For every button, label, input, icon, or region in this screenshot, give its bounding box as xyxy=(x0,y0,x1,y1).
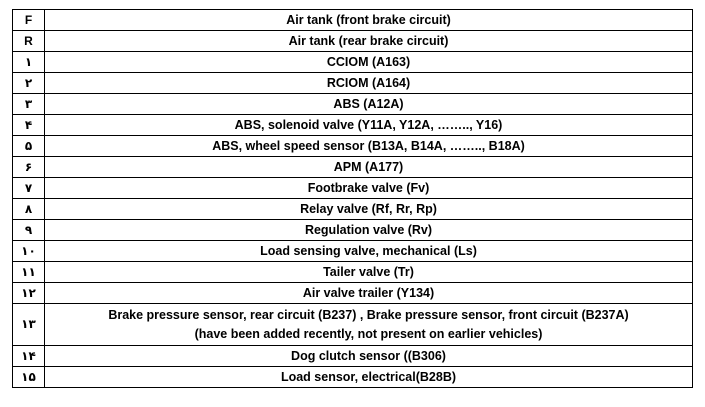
row-key: ۱ xyxy=(13,52,45,73)
row-description: Air tank (front brake circuit) xyxy=(45,10,693,31)
row-description: Load sensor, electrical(B28B) xyxy=(45,367,693,388)
row-key: ۱۳ xyxy=(13,304,45,346)
row-description: APM (A177) xyxy=(45,157,693,178)
row-key: ۱۱ xyxy=(13,262,45,283)
row-key: ۶ xyxy=(13,157,45,178)
table-row xyxy=(13,346,693,367)
row-description: Air valve trailer (Y134) xyxy=(45,283,693,304)
row-key: ۱۰ xyxy=(13,241,45,262)
row-description-cell xyxy=(45,304,693,346)
table-row xyxy=(13,220,693,241)
table-row xyxy=(13,157,693,178)
table-row xyxy=(13,262,693,283)
row-description: CCIOM (A163) xyxy=(45,52,693,73)
table-row xyxy=(13,115,693,136)
row-description: Regulation valve (Rv) xyxy=(45,220,693,241)
row-key: ۵ xyxy=(13,136,45,157)
row-description: RCIOM (A164) xyxy=(45,73,693,94)
component-legend-table xyxy=(12,9,693,388)
row-description: Load sensing valve, mechanical (Ls) xyxy=(45,241,693,262)
row-description: ABS (A12A) xyxy=(45,94,693,115)
row-key: ۱۵ xyxy=(13,367,45,388)
table-row xyxy=(13,73,693,94)
row-key: ۲ xyxy=(13,73,45,94)
row-key: ۸ xyxy=(13,199,45,220)
table-row xyxy=(13,304,693,346)
row-key: ۴ xyxy=(13,115,45,136)
component-legend-body xyxy=(13,10,693,388)
row-description: Footbrake valve (Fv) xyxy=(45,178,693,199)
row-description: Air tank (rear brake circuit) xyxy=(45,31,693,52)
table-row xyxy=(13,241,693,262)
row-key: ۱۴ xyxy=(13,346,45,367)
table-row xyxy=(13,136,693,157)
table-row xyxy=(13,31,693,52)
row-key: F xyxy=(13,10,45,31)
row-key: ۷ xyxy=(13,178,45,199)
row-key: R xyxy=(13,31,45,52)
row-description: Tailer valve (Tr) xyxy=(45,262,693,283)
row-description: Relay valve (Rf, Rr, Rp) xyxy=(45,199,693,220)
row-description: Brake pressure sensor, rear circuit (B237) , Brake pressure sensor, front circuit (B237A) xyxy=(108,307,629,322)
row-key: ۳ xyxy=(13,94,45,115)
row-description: ABS, solenoid valve (Y11A, Y12A, …….., Y16) xyxy=(45,115,693,136)
table-row xyxy=(13,178,693,199)
row-description: Dog clutch sensor ((B306) xyxy=(45,346,693,367)
table-row xyxy=(13,94,693,115)
row-description: ABS, wheel speed sensor (B13A, B14A, …….., B18A) xyxy=(45,136,693,157)
row-key: ۱۲ xyxy=(13,283,45,304)
table-row xyxy=(13,283,693,304)
row-note: (have been added recently, not present on earlier vehicles) xyxy=(194,326,543,341)
row-key: ۹ xyxy=(13,220,45,241)
table-row xyxy=(13,10,693,31)
table-row xyxy=(13,199,693,220)
table-row xyxy=(13,52,693,73)
table-row xyxy=(13,367,693,388)
